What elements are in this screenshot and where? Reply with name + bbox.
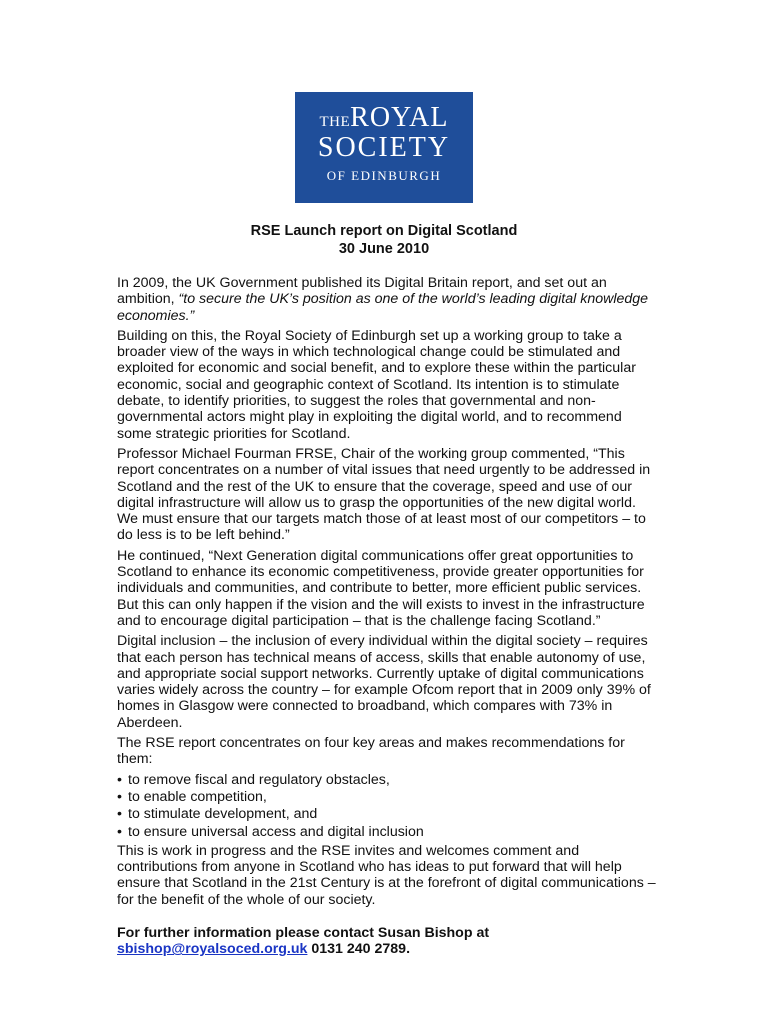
ambition-quote: “to secure the UK’s position as one of the world’s leading digital knowledge economies.”	[117, 291, 649, 324]
paragraph-work-in-progress: This is work in progress and the RSE invites and welcomes comment and contributions from anyone in Scotland who has ideas to put forward that will help ensure that Scotland in the 21st Century is at the forefront of digital communications – for the benefit of the whole of our society.	[117, 842, 656, 908]
contact-intro: For further information please contact Susan Bishop at	[117, 924, 490, 941]
contact-email-link[interactable]: sbishop@royalsoced.org.uk	[117, 941, 308, 958]
list-item: • to enable competition,	[117, 788, 267, 805]
paragraph-key-areas: The RSE report concentrates on four key areas and makes recommendations for them:	[117, 735, 625, 768]
logo-line-edinburgh: OF EDINBURGH	[326, 168, 442, 183]
paragraph-fourman-quote: Professor Michael Fourman FRSE, Chair of the working group commented, “This report concentrates on a number of vital issues that need urgently to be addressed in Scotland and the rest of the UK to ensure that the coverage, speed and use of our digital infrastructure will allow us to grasp the opportunities of the new digital world. We must ensure that our targets match those of at least most of our competitors – to do less is to be left behind.”	[117, 445, 651, 544]
document-body	[117, 275, 657, 958]
page-title: RSE Launch report on Digital Scotland	[250, 223, 518, 239]
paragraph-continued: He continued, “Next Generation digital communications offer great opportunities to Scotland to enhance its economic competitiveness, provide greater opportunities for individuals and communities, and contribute to better, more efficient public services. But this can only happen if the vision and the will exists to invest in the infrastructure and to encourage digital participation – that is the challenge facing Scotland.”	[117, 547, 645, 629]
contact-info	[117, 925, 657, 958]
bullet-icon: •	[117, 823, 122, 840]
bullet-icon: •	[117, 771, 122, 788]
logo-line-royal: THEROYAL	[319, 102, 449, 133]
logo-line-society: SOCIETY	[317, 132, 451, 163]
paragraph-digital-inclusion: Digital inclusion – the inclusion of every individual within the digital society – requires that each person has technical means of access, skills that enable autonomy of use, and appropriate social support networks. Currently uptake of digital communications varies widely across the country – for example Ofcom report that in 2009 only 39% of homes in Glasgow were connected to broadband, which compares with 73% in Aberdeen.	[117, 633, 651, 731]
paragraph-working-group: Building on this, the Royal Society of Edinburgh set up a working group to take a broader view of the ways in which technological change could be stimulated and exploited for economic and social benefit, and to explore these within the particular economic, social and geographic context of Scotland. Its intention is to stimulate debate, to identify priorities, to suggest the roles that governmental and non-governmental actors might play in exploiting the digital world, and to recommend some strategic priorities for Scotland.	[117, 327, 636, 442]
bullet-icon: •	[117, 788, 122, 805]
contact-details	[117, 941, 657, 957]
list-item: • to ensure universal access and digital inclusion	[117, 823, 424, 840]
rse-logo	[295, 92, 473, 203]
key-areas-list	[117, 772, 657, 840]
list-item: • to remove fiscal and regulatory obstacles,	[117, 771, 390, 788]
paragraph-intro: In 2009, the UK Government published its Digital Britain report, and set out an ambition, “to secure the UK’s position as one of the world’s leading digital knowledge economies.”	[117, 275, 649, 324]
bullet-icon: •	[117, 806, 122, 823]
page-date: 30 June 2010	[338, 241, 430, 257]
list-item: • to stimulate development, and	[117, 806, 318, 823]
contact-phone: 0131 240 2789.	[311, 941, 411, 958]
